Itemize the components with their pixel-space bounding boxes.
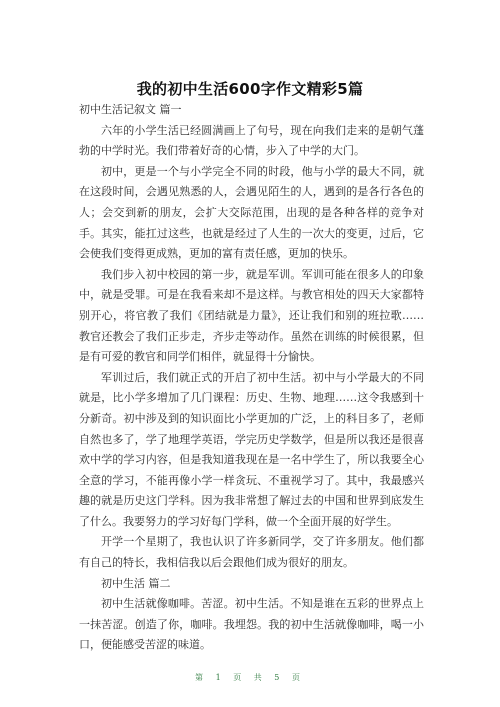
paragraph: 开学一个星期了，我也认识了许多新同学，交了许多朋友。他们都有自己的特长，我相信我以后会跟他们成为很好的朋友。 — [79, 535, 424, 570]
section-heading-1: 初中生活记叙文 篇一 — [79, 103, 182, 116]
paragraph: 六年的小学生活已经圆满画上了句号，现在向我们走来的是朝气蓬勃的中学时光。我们带着好奇的心情，步入了中学的大门。 — [79, 123, 424, 158]
paragraph: 我们步入初中校园的第一步，就是军训。军训可能在很多人的印象中，就是受罪。可是在我看来却不是这样。与教官相处的四天大家都特别开心，将官教了我们《团结就是力量》，还让我们和别的班拉歌……教官还教会了我们正步走，齐步走等动作。虽然在训练的时候很累，但是有可爱的教官和同学们相伴，就显得十分愉快。 — [79, 267, 424, 364]
document-body — [79, 100, 424, 656]
document-title: 我的初中生活600字作文精彩5篇 — [136, 80, 364, 98]
paragraph: 初中，更是一个与小学完全不同的时段，他与小学的最大不同，就在这段时间，会遇见熟悉的人，会遇见陌生的人，遇到的是各行各色的人；会交到新的朋友，会扩大交际范围，出现的是各种各样的竞争对手。其实，能扛过这些，也就是经过了人生的一次大的变更，过后，它会使我们变得更成熟，更加的富有责任感，更加的快乐。 — [79, 164, 424, 261]
section-heading-2: 初中生活 篇二 — [101, 576, 171, 590]
paragraph: 初中生活就像咖啡。苦涩。初中生活。不知是谁在五彩的世界点上一抹苦涩。创造了你，咖啡。我埋怨。我的初中生活就像咖啡，喝一小口，便能感受苦涩的味道。 — [79, 597, 424, 652]
paragraph: 军训过后，我们就正式的开启了初中生活。初中与小学最大的不同就是，比小学多增加了几门课程：历史、生物、地理……这令我感到十分新奇。初中涉及到的知识面比小学更加的广泛，上的科目多了，老师自然也多了，学了地理学英语，学完历史学数学，但是所以我还是很喜欢中学的学习内容，但是我知道我现在是一名中学生了，所以我要全心全意的学习，不能再像小学一样贪玩、不重视学习了。其中，我最感兴趣的就是历史这门学科。因为我非常想了解过去的中国和世界到底发生了什么。我要努力的学习好每门学科，做一个全面开展的好学生。 — [79, 370, 424, 528]
page-footer: 第 1 页 共 5 页 — [195, 673, 305, 682]
